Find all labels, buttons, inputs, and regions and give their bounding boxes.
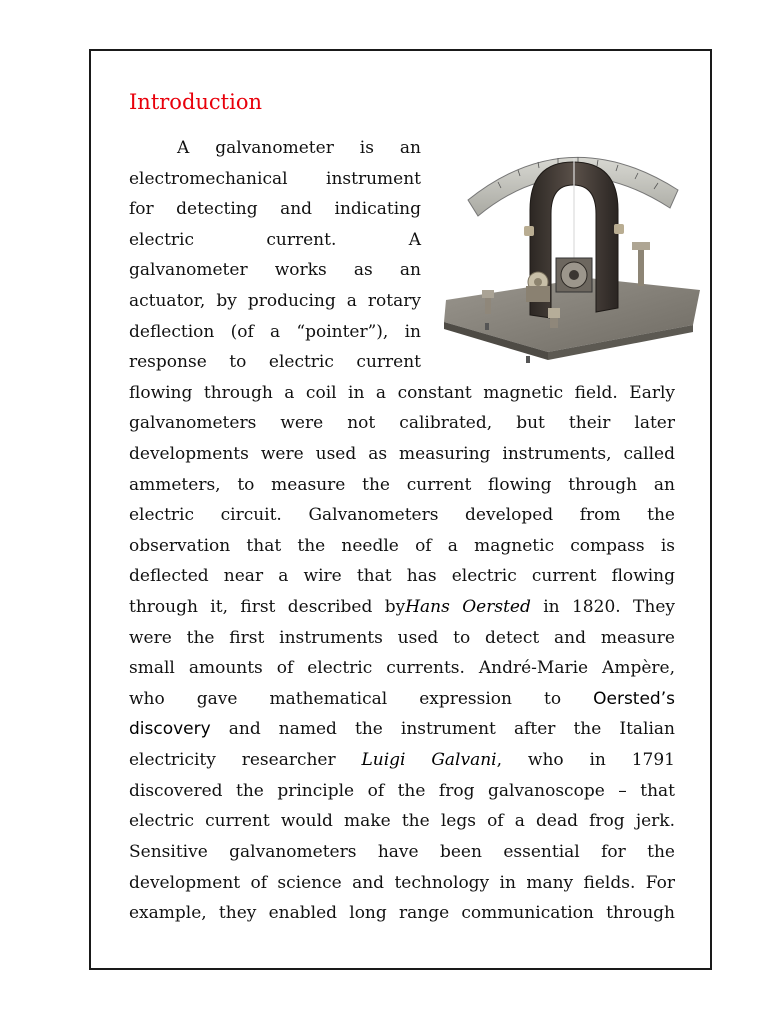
text-line: were the first instruments used to detect and measure <box>129 628 675 648</box>
text-line: ammeters, to measure the current flowing through an <box>129 475 675 495</box>
person-name: Luigi Galvani <box>361 750 497 770</box>
text-line: electric circuit. Galvanometers developed from the <box>129 505 675 525</box>
text-line: electric current. A <box>129 230 421 250</box>
text-line: through it, first described byHans Oersted in 1820. They <box>129 597 675 617</box>
text-line: Sensitive galvanometers have been essential for the <box>129 842 675 862</box>
text-line: deflection (of a “pointer”), in <box>129 322 421 342</box>
text-line: galvanometers were not calibrated, but their later <box>129 413 675 433</box>
text-line: small amounts of electric currents. André-Marie Ampère, <box>129 658 675 678</box>
text-line: for detecting and indicating <box>129 199 421 219</box>
section-heading: Introduction <box>129 90 262 114</box>
text-line: development of science and technology in many fields. For <box>129 873 675 893</box>
text-line: response to electric current <box>129 352 421 372</box>
text-line: example, they enabled long range communication through <box>129 903 675 923</box>
text-line: developments were used as measuring instruments, called <box>129 444 675 464</box>
text-line: flowing through a coil in a constant magnetic field. Early <box>129 383 675 403</box>
person-name: Hans Oersted <box>405 597 531 617</box>
term-highlight: discovery <box>129 719 211 739</box>
text-line: discovered the principle of the frog galvanoscope – that <box>129 781 675 801</box>
text-line: electromechanical instrument <box>129 169 421 189</box>
text-line: discovery and named the instrument after the Italian <box>129 719 675 739</box>
text-line: actuator, by producing a rotary <box>129 291 421 311</box>
text-line: electricity researcher Luigi Galvani, who in 1791 <box>129 750 675 770</box>
text-line: electric current would make the legs of a dead frog jerk. <box>129 811 675 831</box>
text-line: observation that the needle of a magnetic compass is <box>129 536 675 556</box>
galvanometer-image <box>438 130 708 365</box>
term-highlight: Oersted’s <box>593 689 675 709</box>
text-line: deflected near a wire that has electric current flowing <box>129 566 675 586</box>
text-line: A galvanometer is an <box>177 138 421 158</box>
text-line: galvanometer works as an <box>129 260 421 280</box>
text-line: who gave mathematical expression to Oersted’s <box>129 689 675 709</box>
